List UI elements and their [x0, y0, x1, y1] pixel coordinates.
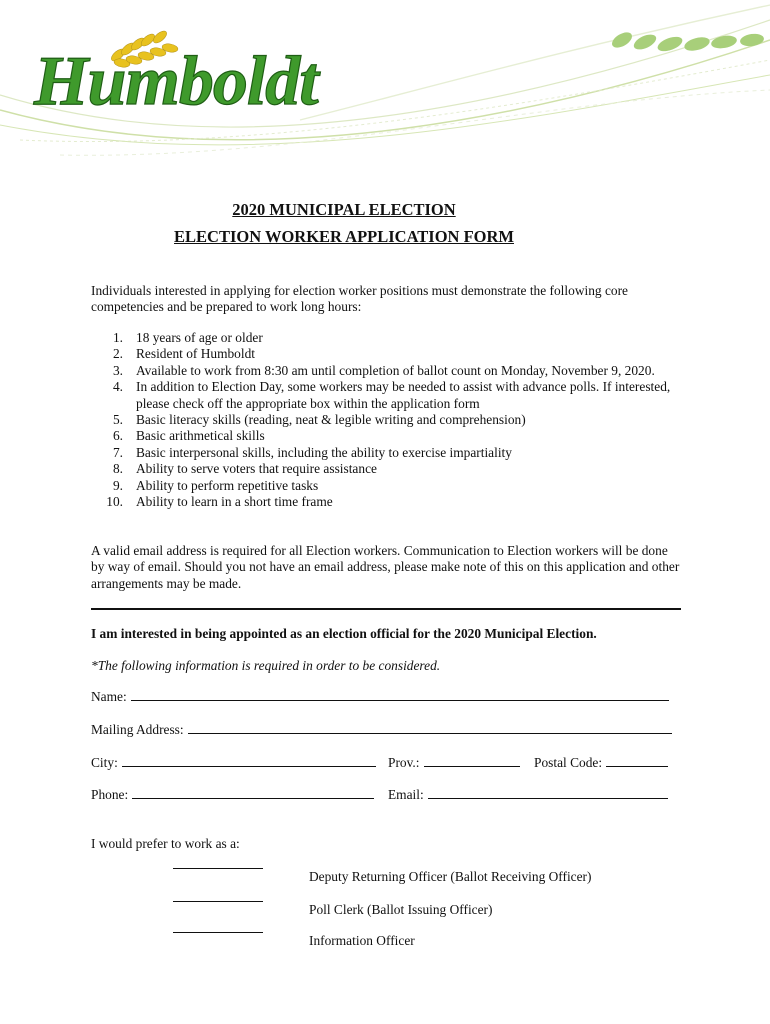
- position-check-line-info-officer[interactable]: [173, 932, 263, 933]
- list-number: 8.: [112, 461, 123, 477]
- name-field[interactable]: [131, 688, 669, 701]
- form-title-line1: 2020 MUNICIPAL ELECTION: [232, 200, 456, 219]
- mailing-address-field[interactable]: [188, 721, 672, 734]
- list-item: [91, 461, 681, 477]
- city-label: City:: [91, 755, 118, 770]
- list-number: 5.: [112, 412, 123, 428]
- phone-field[interactable]: [132, 786, 374, 799]
- position-label-dro: Deputy Returning Officer (Ballot Receiving Officer): [309, 869, 592, 884]
- header-banner: [0, 0, 770, 170]
- prov-label: Prov.:: [388, 755, 420, 770]
- email-row: [388, 786, 668, 804]
- logo-wordmark: Humboldt: [34, 43, 318, 120]
- list-text: Basic arithmetical skills: [136, 428, 265, 444]
- declaration-text: I am interested in being appointed as an election official for the 2020 Municipal Election.: [91, 626, 597, 641]
- list-item: [91, 379, 681, 412]
- city-field[interactable]: [122, 754, 376, 767]
- list-number: 9.: [112, 477, 123, 493]
- postal-code-field[interactable]: [606, 754, 668, 767]
- leaf-icon: [609, 29, 764, 54]
- list-number: 7.: [112, 444, 123, 460]
- position-check-line-poll-clerk[interactable]: [173, 901, 263, 902]
- list-text: Basic literacy skills (reading, neat & legible writing and comprehension): [136, 412, 526, 428]
- list-item: [91, 428, 681, 444]
- list-text: Basic interpersonal skills, including the ability to exercise impartiality: [136, 444, 512, 460]
- position-label-poll-clerk: Poll Clerk (Ballot Issuing Officer): [309, 902, 493, 917]
- phone-row: [91, 786, 374, 804]
- list-item: [91, 445, 681, 461]
- list-item: [91, 346, 681, 362]
- preference-prompt: I would prefer to work as a:: [91, 836, 240, 851]
- list-text: Ability to learn in a short time frame: [136, 494, 333, 510]
- form-title-line2: ELECTION WORKER APPLICATION FORM: [174, 227, 514, 246]
- list-text: Available to work from 8:30 am until completion of ballot count on Monday, November 9, 2020.: [136, 362, 655, 378]
- position-check-line-dro[interactable]: [173, 868, 263, 869]
- list-number: 2.: [112, 346, 123, 362]
- list-text: Resident of Humboldt: [136, 346, 256, 362]
- section-divider: [91, 608, 681, 610]
- list-text: In addition to Election Day, some workers may be needed to assist with advance polls. If interested, please check off the appropriate box within the application form: [136, 379, 671, 411]
- list-text: 18 years of age or older: [136, 330, 263, 345]
- list-item: [91, 478, 681, 494]
- mailing-address-row: [91, 721, 672, 739]
- email-field[interactable]: [428, 786, 668, 799]
- city-row: [91, 754, 376, 772]
- required-note: *The following information is required in order to be considered.: [91, 658, 441, 673]
- list-number: 10.: [106, 494, 123, 510]
- email-label: Email:: [388, 787, 424, 802]
- prov-row: [388, 754, 520, 772]
- position-label-info-officer: Information Officer: [309, 933, 415, 948]
- postal-code-label: Postal Code:: [534, 755, 603, 770]
- postal-code-row: [534, 754, 668, 772]
- list-text: Ability to serve voters that require assistance: [136, 461, 377, 477]
- list-number: 1.: [112, 330, 123, 345]
- intro-paragraph: Individuals interested in applying for election worker positions must demonstrate the following core competencies and be prepared to work long hours:: [91, 283, 628, 315]
- name-label: Name:: [91, 689, 127, 704]
- list-item: [91, 494, 681, 510]
- mailing-address-label: Mailing Address:: [91, 722, 184, 737]
- name-row: [91, 688, 669, 706]
- competency-list: [91, 330, 681, 510]
- phone-label: Phone:: [91, 787, 129, 802]
- list-number: 3.: [112, 362, 123, 378]
- list-number: 6.: [112, 428, 123, 444]
- list-item: [91, 330, 681, 346]
- list-text: Ability to perform repetitive tasks: [136, 477, 319, 493]
- prov-field[interactable]: [424, 754, 520, 767]
- email-requirement-paragraph: A valid email address is required for all Election workers. Communication to Election workers will be done by way of email. Should you not have an email address, please make note of this on this application and other arrangements may be made.: [91, 543, 680, 591]
- list-item: [91, 363, 681, 379]
- list-number: 4.: [112, 379, 123, 395]
- list-item: [91, 412, 681, 428]
